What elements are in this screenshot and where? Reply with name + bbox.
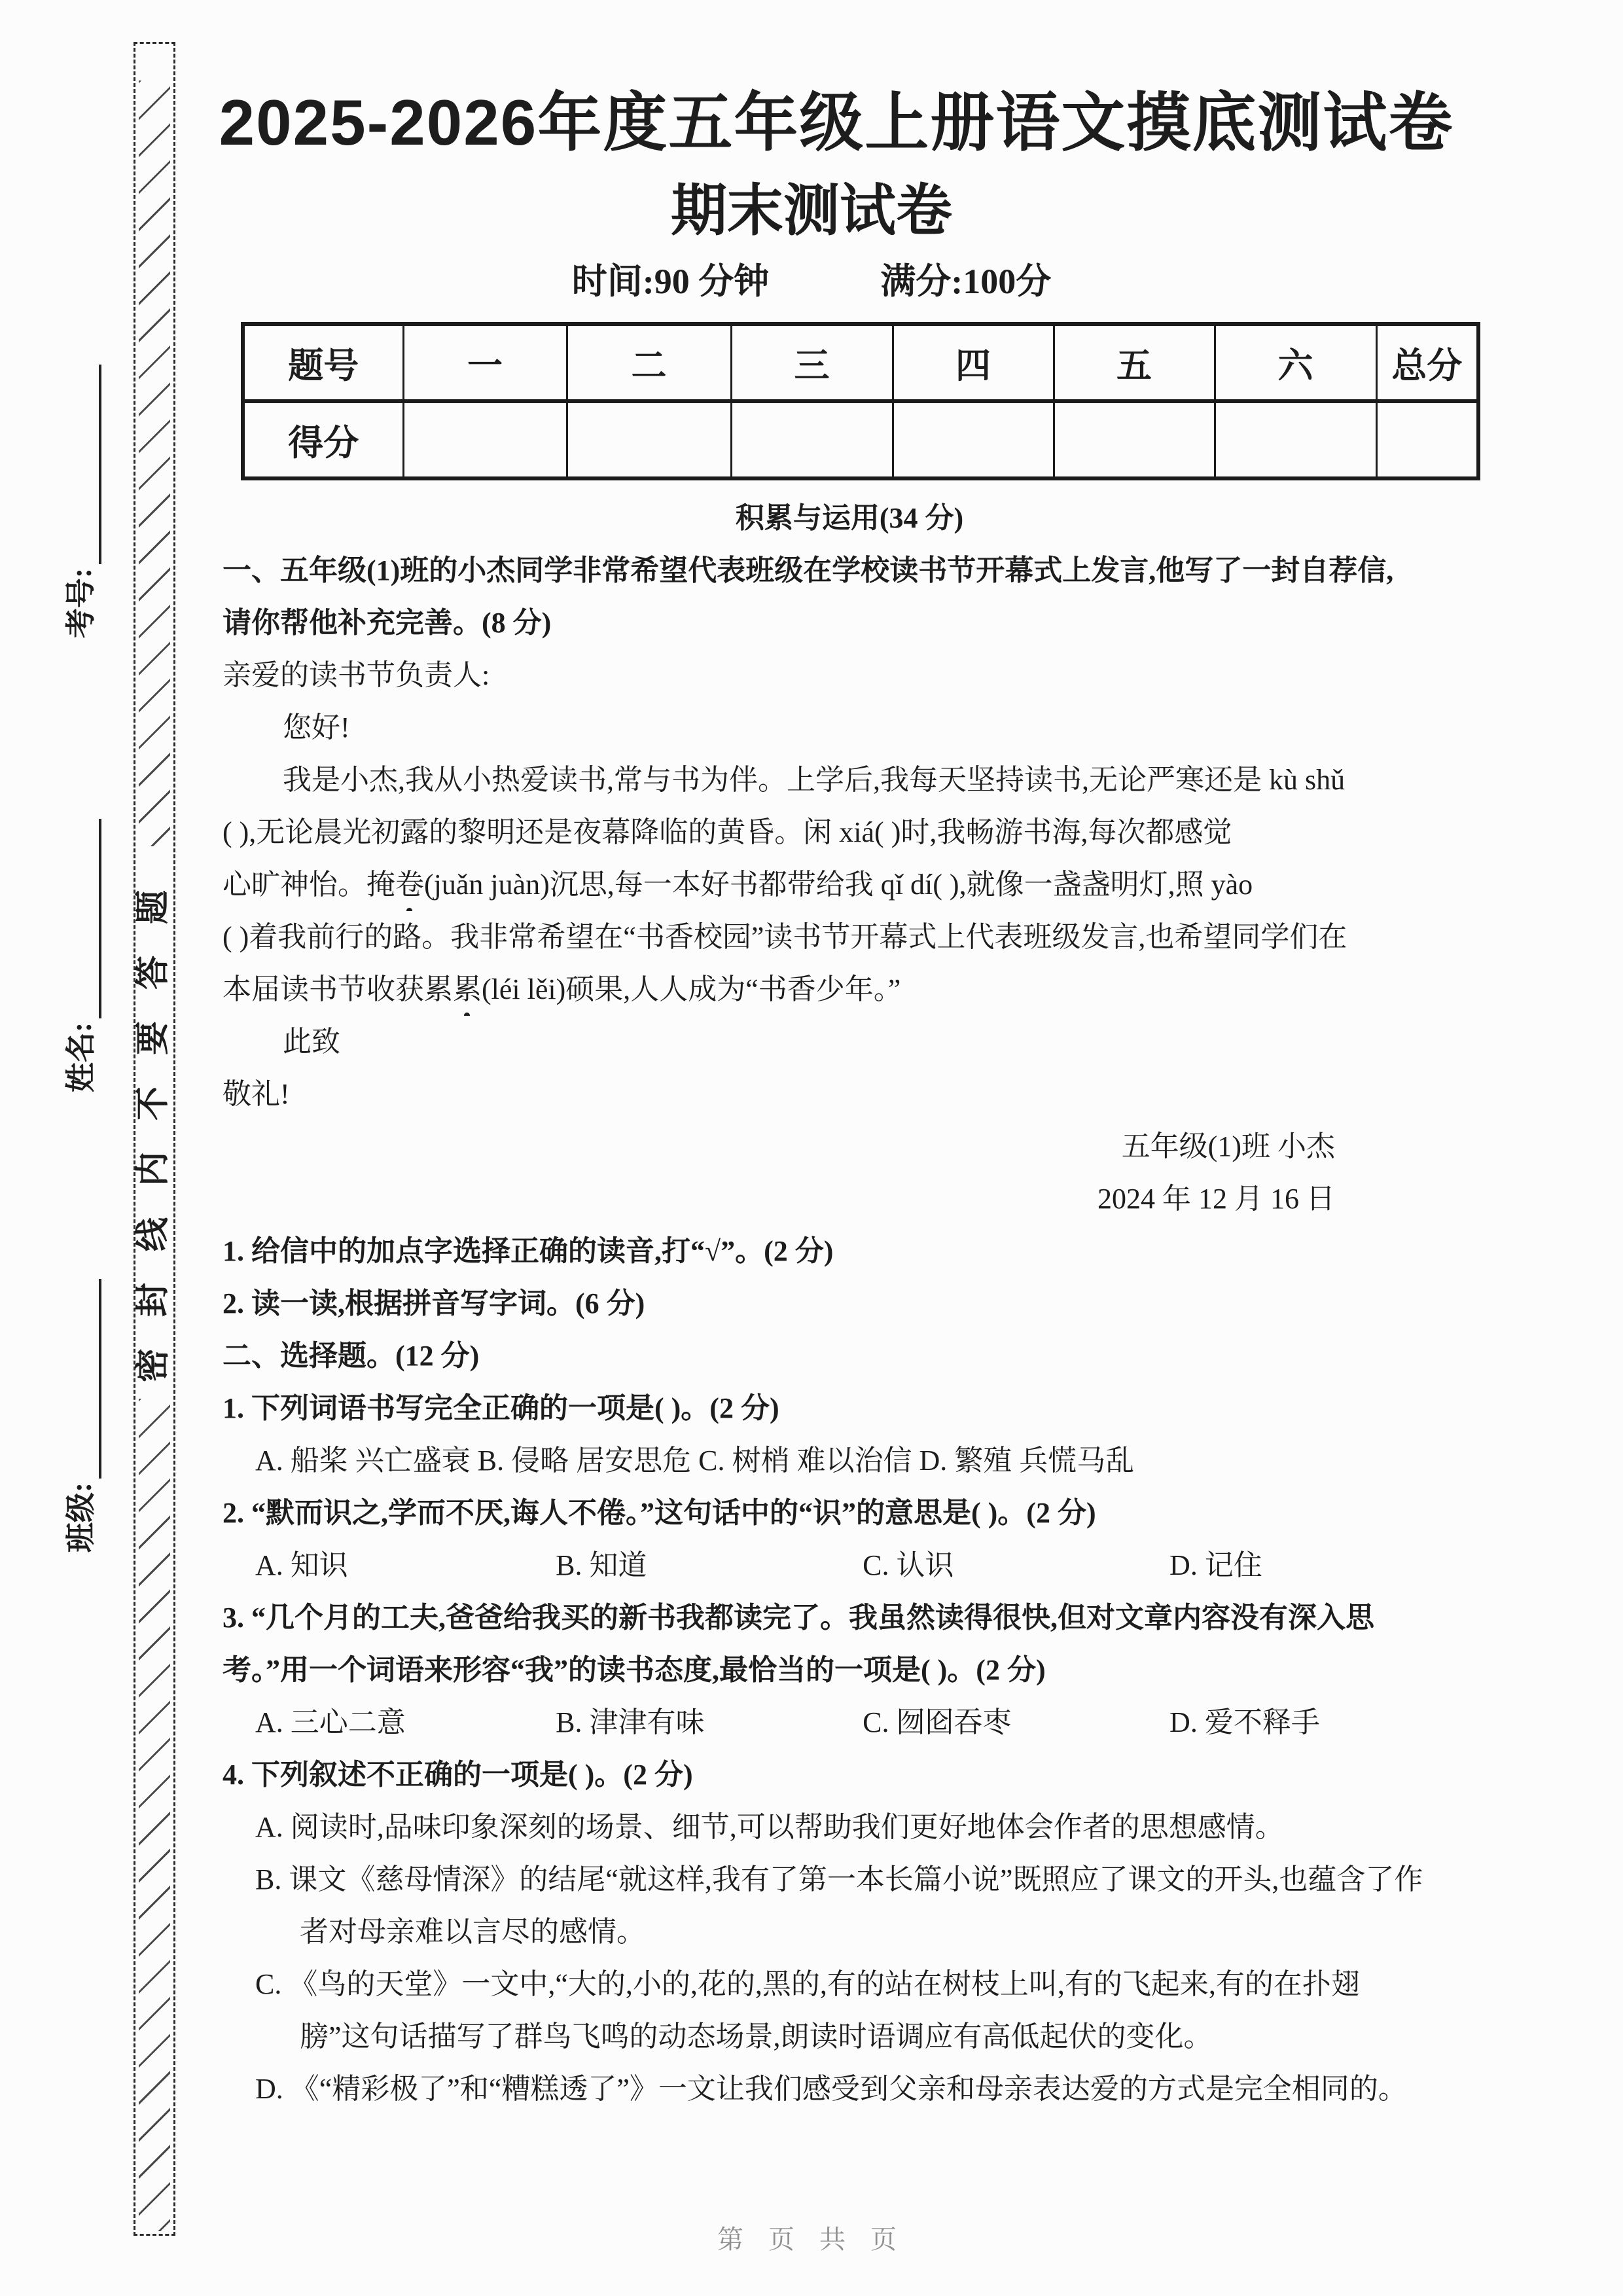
s2-q3-stem-line1: 3. “几个月的工夫,爸爸给我买的新书我都读完了。我虽然读得很快,但对文章内容没有深入思 [223, 1602, 1374, 1634]
full-score-label: 满分:100分 [880, 262, 1052, 301]
letter-greeting: 您好! [283, 711, 350, 744]
letter-line3 [223, 859, 1476, 911]
score-cell-empty [1215, 401, 1376, 478]
header-cell-3: 三 [731, 324, 893, 401]
letter-line5-pre: 本届读书节收获累 [223, 973, 453, 1005]
q1-stem-line2: 请你帮他补充完善。(8 分) [223, 607, 552, 639]
seal-hatch-top [139, 81, 170, 846]
sub-question-1: 1. 给信中的加点字选择正确的读音,打“√”。(2 分) [223, 1235, 834, 1267]
s2-q4-option-d: D. 《“精彩极了”和“糟糕透了”》一文让我们感受到父亲和母亲表达爱的方式是完全相同的。 [255, 2073, 1407, 2105]
student-name-field [56, 798, 101, 1113]
student-name-blank-line [62, 819, 101, 1018]
letter-salutation: 亲爱的读书节负责人: [223, 659, 490, 691]
paper-title: 2025-2026年度五年级上册语文摸底测试卷 [219, 86, 1454, 158]
class-blank-line [62, 1279, 101, 1479]
score-table [241, 322, 1480, 480]
letter-line3-post: (juǎn juàn)沉思,每一本好书都带给我 qǐ dí( ),就像一盏盏明灯,照 yào [424, 869, 1253, 901]
header-cell-2: 二 [567, 324, 731, 401]
score-table-header-row [243, 324, 1478, 401]
student-name-label: 姓名: [64, 1022, 98, 1093]
dotted-char-juan: 卷 [395, 859, 424, 911]
s2-q3-option-a: A. 三心二意 [255, 1706, 406, 1738]
score-cell-empty [403, 401, 567, 478]
score-cell-empty [731, 401, 893, 478]
letter-line3-pre: 心旷神怡。掩 [223, 869, 395, 901]
dotted-char-lei: 累 [453, 963, 482, 1016]
s2-q1-options: A. 船桨 兴亡盛衰 B. 侵略 居安思危 C. 树梢 难以治信 D. 繁殖 兵慌马乱 [255, 1444, 1135, 1477]
header-cell-5: 五 [1054, 324, 1215, 401]
seal-line-text: 密封线内不要答题 [135, 859, 172, 1383]
s2-q2-option-c: C. 认识 [863, 1549, 954, 1581]
letter-date: 2024 年 12 月 16 日 [1097, 1183, 1335, 1215]
letter-line1: 我是小杰,我从小热爱读书,常与书为伴。上学后,我每天坚持读书,无论严寒还是 kù shǔ [283, 764, 1346, 796]
s2-q4-option-c-line1: C. 《鸟的天堂》一文中,“大的,小的,花的,黑的,有的站在树枝上叫,有的飞起来,有的在扑翅 [255, 1968, 1360, 2000]
s2-q4-option-c-line2: 膀”这句话描写了群鸟飞鸣的动态场景,朗读时语调应有高低起伏的变化。 [300, 2020, 1213, 2053]
s2-q3-options [223, 1696, 1476, 1749]
s2-q4-stem: 4. 下列叙述不正确的一项是( )。(2 分) [223, 1759, 693, 1791]
header-cell-question-no: 题号 [243, 324, 403, 401]
letter-line2: ( ),无论晨光初露的黎明还是夜幕降临的黄昏。闲 xiá( )时,我畅游书海,每次都感觉 [223, 816, 1232, 848]
s2-q2-option-b: B. 知道 [556, 1549, 647, 1581]
s2-q3-option-b: B. 津津有味 [556, 1706, 705, 1738]
class-field [56, 1259, 101, 1573]
s2-q3-option-c: C. 囫囵吞枣 [863, 1706, 1012, 1738]
s2-q1-stem: 1. 下列词语书写完全正确的一项是( )。(2 分) [223, 1392, 779, 1424]
letter-line5 [223, 963, 1476, 1016]
s2-q2-options [223, 1539, 1476, 1592]
time-limit-label: 时间:90 分钟 [571, 262, 770, 301]
score-cell-empty [1376, 401, 1478, 478]
letter-closing: 此致 [283, 1026, 340, 1058]
exam-number-blank-line [62, 365, 101, 564]
score-table-score-row [243, 401, 1478, 478]
s2-q4-option-b-line1: B. 课文《慈母情深》的结尾“就这样,我有了第一本长篇小说”既照应了课文的开头,也蕴含了作 [255, 1863, 1423, 1895]
letter-line4: ( )着我前行的路。我非常希望在“书香校园”读书节开幕式上代表班级发言,也希望同学们在 [223, 921, 1347, 953]
paper-body [223, 492, 1476, 2115]
s2-q4-option-a: A. 阅读时,品味印象深刻的场景、细节,可以帮助我们更好地体会作者的思想感情。 [255, 1811, 1284, 1843]
exam-number-label: 考号: [64, 567, 98, 639]
page-footer: 第 页 共 页 [717, 2225, 906, 2254]
paper-meta [223, 257, 1400, 306]
letter-signer: 五年级(1)班 小杰 [1121, 1130, 1335, 1162]
class-label: 班级: [64, 1482, 98, 1553]
letter-salute: 敬礼! [223, 1078, 290, 1110]
q1-stem-line1: 一、五年级(1)班的小杰同学非常希望代表班级在学校读书节开幕式上发言,他写了一封自荐信, [223, 554, 1394, 586]
header-cell-6: 六 [1215, 324, 1376, 401]
s2-q3-stem-line2: 考。”用一个词语来形容“我”的读书态度,最恰当的一项是( )。(2 分) [223, 1654, 1046, 1686]
s2-q4-option-b-line2: 者对母亲难以言尽的感情。 [300, 1916, 645, 1948]
seal-hatch-bottom [139, 1399, 170, 2231]
sub-question-2: 2. 读一读,根据拼音写字词。(6 分) [223, 1287, 645, 1319]
section1-heading: 积累与运用(34 分) [735, 502, 964, 534]
paper-subtitle: 期末测试卷 [671, 179, 952, 242]
score-row-label: 得分 [243, 401, 403, 478]
section2-heading: 二、选择题。(12 分) [223, 1340, 480, 1372]
score-cell-empty [1054, 401, 1215, 478]
header-cell-4: 四 [893, 324, 1054, 401]
s2-q3-option-d: D. 爱不释手 [1169, 1706, 1320, 1738]
header-cell-1: 一 [403, 324, 567, 401]
s2-q2-stem: 2. “默而识之,学而不厌,诲人不倦。”这句话中的“识”的意思是( )。(2 分) [223, 1497, 1096, 1529]
header-cell-total: 总分 [1376, 324, 1478, 401]
score-cell-empty [893, 401, 1054, 478]
letter-line5-post: (léi lěi)硕果,人人成为“书香少年。” [482, 973, 901, 1005]
score-cell-empty [567, 401, 731, 478]
exam-number-field [56, 344, 101, 658]
s2-q2-option-a: A. 知识 [255, 1549, 348, 1581]
s2-q2-option-d: D. 记住 [1169, 1549, 1262, 1581]
